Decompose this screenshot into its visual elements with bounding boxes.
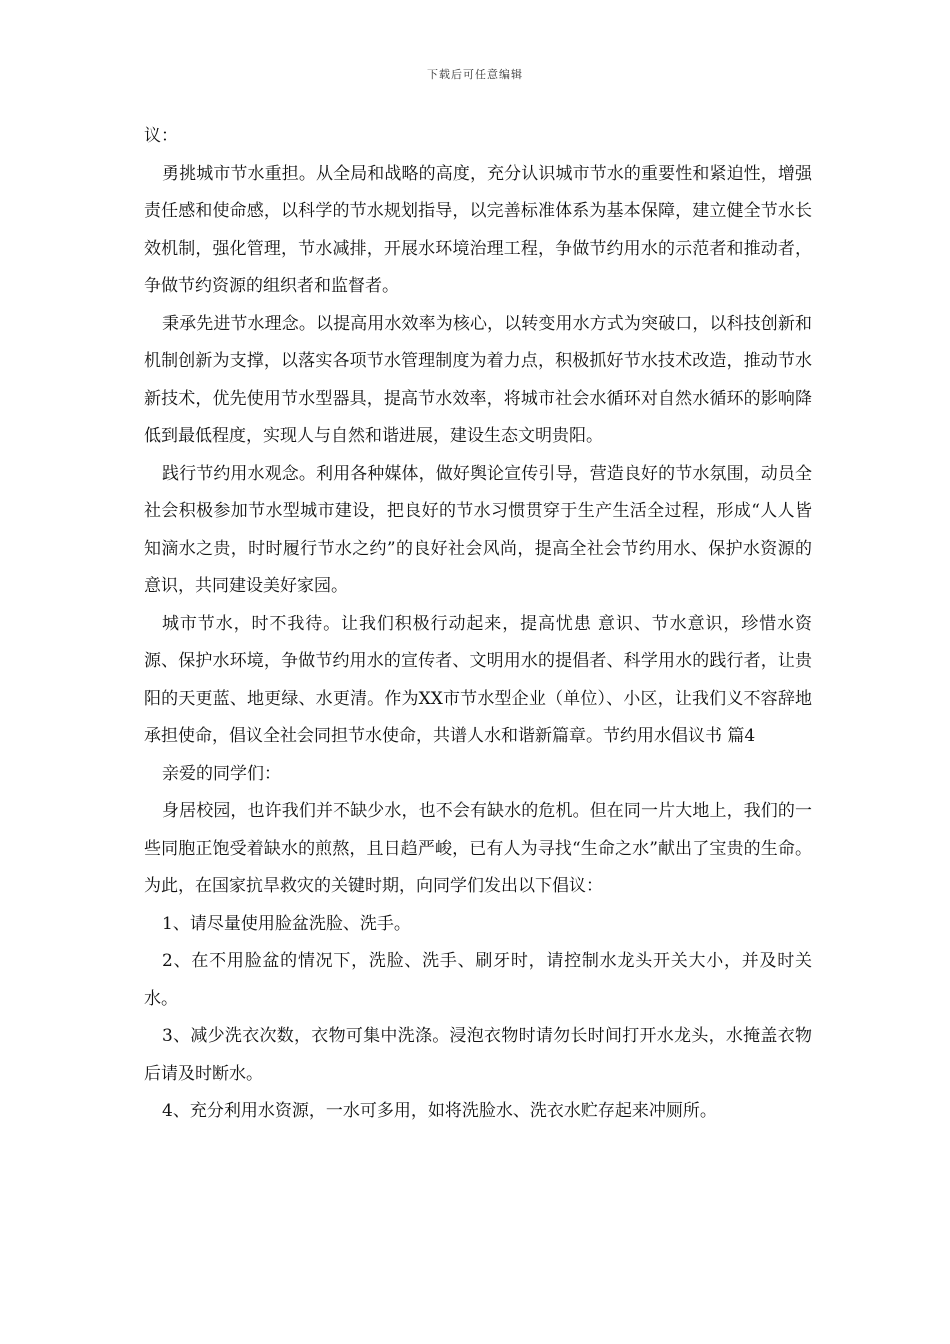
list-item-1: 1、请尽量使用脸盆洗脸、洗手。 (162, 913, 411, 934)
paragraph-inherit-concept: 秉承先进节水理念。以提高用水效率为核心，以转变用水方式为突破口，以科技创新和机制创新为支撑，以落实各项节水管理制度为着力点，积极抓好节水技术改造，推动节水新技术，优先使用节水型器具，提高节水效率，将城市社会水循环对自然水循环的影响降低到最低程度，实现人与自然和谐进展，建设生态文明贵阳。 (144, 313, 812, 446)
paragraph-city-water-saving: 城市节水，时不我待。让我们积极行动起来，提高忧患 意识、节水意识，珍惜水资源、保护水环境，争做节约用水的宣传者、文明用水的提倡者、科学用水的践行者，让贵阳的天更蓝、地更绿、水更清。作为XX市节水型企业（单位）、小区，让我们义不容辞地承担使命，倡议全社会同担节水使命，共谱人水和谐新篇章。节约用水倡议书 篇4 (144, 613, 812, 746)
paragraph-campus-intro: 身居校园，也许我们并不缺少水，也不会有缺水的危机。但在同一片大地上，我们的一些同胞正饱受着缺水的煎熬，且日趋严峻，已有人为寻找“生命之水”献出了宝贵的生命。为此，在国家抗旱救灾的关键时期，向同学们发出以下倡议： (144, 801, 812, 896)
list-item-4: 4、充分利用水资源，一水可多用，如将洗脸水、洗衣水贮存起来冲厕所。 (162, 1101, 717, 1121)
page-header: 下载后可任意编辑 (427, 68, 523, 81)
paragraph-practice-concept: 践行节约用水观念。利用各种媒体，做好舆论宣传引导，营造良好的节水氛围，动员全社会积极参加节水型城市建设，把良好的节水习惯贯穿于生产生活全过程，形成“人人皆知滴水之贵，时时履行节水之约”的良好社会风尚，提高全社会节约用水、保护水资源的意识，共同建设美好家园。 (144, 463, 812, 596)
paragraph-salutation: 亲爱的同学们： (162, 763, 281, 784)
list-item-3: 3、减少洗衣次数，衣物可集中洗涤。浸泡衣物时请勿长时间打开水龙头，水掩盖衣物后请及时断水。 (144, 1026, 812, 1084)
paragraph-take-on-responsibility: 勇挑城市节水重担。从全局和战略的高度，充分认识城市节水的重要性和紧迫性，增强责任感和使命感，以科学的节水规划指导，以完善标准体系为基本保障，建立健全节水长效机制，强化管理，节水减排，开展水环境治理工程，争做节约用水的示范者和推动者，争做节约资源的组织者和监督者。 (144, 163, 812, 296)
paragraph-continuation: 议： (144, 126, 178, 146)
document-body (144, 118, 812, 1131)
list-item-2: 2、在不用脸盆的情况下，洗脸、洗手、刷牙时，请控制水龙头开关大小，并及时关水。 (144, 951, 812, 1009)
